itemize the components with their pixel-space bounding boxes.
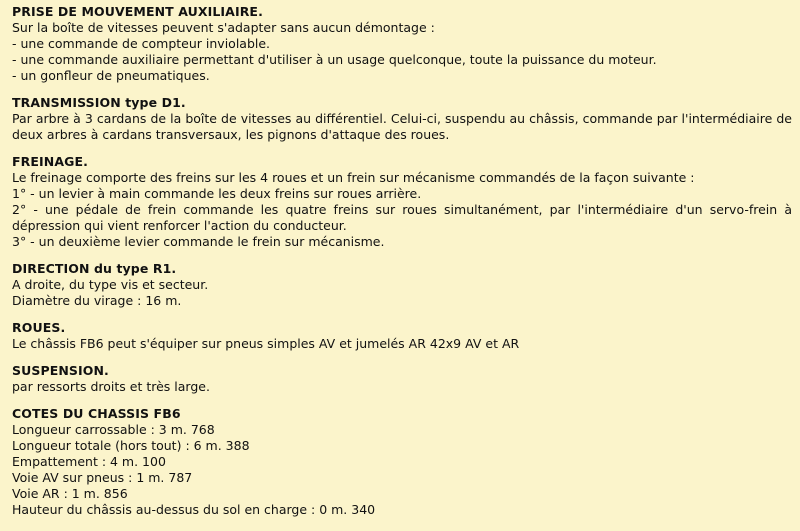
text-line: Le châssis FB6 peut s'équiper sur pneus simples AV et jumelés AR 42x9 AV et AR	[12, 336, 520, 351]
text-line: 3° - un deuxième levier commande le frein sur mécanisme.	[12, 234, 385, 249]
section-cotes-du-chassis	[12, 406, 792, 518]
section-transmission	[12, 95, 792, 143]
section-freinage	[12, 154, 792, 250]
section-title: TRANSMISSION type D1.	[12, 95, 186, 110]
text-line: Sur la boîte de vitesses peuvent s'adapter sans aucun démontage :	[12, 20, 435, 35]
section-title: FREINAGE.	[12, 154, 88, 169]
section-prise-de-mouvement	[12, 4, 792, 84]
text-line: par ressorts droits et très large.	[12, 379, 210, 394]
text-line: Longueur carrossable : 3 m. 768	[12, 422, 215, 437]
text-line: Longueur totale (hors tout) : 6 m. 388	[12, 438, 250, 453]
text-paragraph: 2° - une pédale de frein commande les quatre freins sur roues simultanément, par l'intermédiaire d'un servo-frein à dépression qui vient renforcer l'action du conducteur.	[12, 202, 792, 233]
text-line: Voie AR : 1 m. 856	[12, 486, 128, 501]
section-title: COTES DU CHASSIS FB6	[12, 406, 181, 421]
section-direction	[12, 261, 792, 309]
text-line: - une commande auxiliaire permettant d'utiliser à un usage quelconque, toute la puissance du moteur.	[12, 52, 657, 67]
text-line: - un gonfleur de pneumatiques.	[12, 68, 210, 83]
text-line: Diamètre du virage : 16 m.	[12, 293, 182, 308]
section-title: PRISE DE MOUVEMENT AUXILIAIRE.	[12, 4, 263, 19]
text-line: - une commande de compteur inviolable.	[12, 36, 271, 51]
section-roues	[12, 320, 792, 352]
section-title: SUSPENSION.	[12, 363, 109, 378]
text-line: A droite, du type vis et secteur.	[12, 277, 209, 292]
text-line: 1° - un levier à main commande les deux freins sur roues arrière.	[12, 186, 422, 201]
text-paragraph: Par arbre à 3 cardans de la boîte de vitesses au différentiel. Celui-ci, suspendu au châssis, commande par l'intermédiaire de deux arbres à cardans transversaux, les pignons d'attaque des roues.	[12, 111, 792, 142]
section-title: ROUES.	[12, 320, 66, 335]
text-line: Empattement : 4 m. 100	[12, 454, 166, 469]
text-line: Voie AV sur pneus : 1 m. 787	[12, 470, 193, 485]
section-title: DIRECTION du type R1.	[12, 261, 177, 276]
section-suspension	[12, 363, 792, 395]
text-line: Hauteur du châssis au-dessus du sol en charge : 0 m. 340	[12, 502, 376, 517]
text-line: Le freinage comporte des freins sur les 4 roues et un frein sur mécanisme commandés de la façon suivante :	[12, 170, 695, 185]
